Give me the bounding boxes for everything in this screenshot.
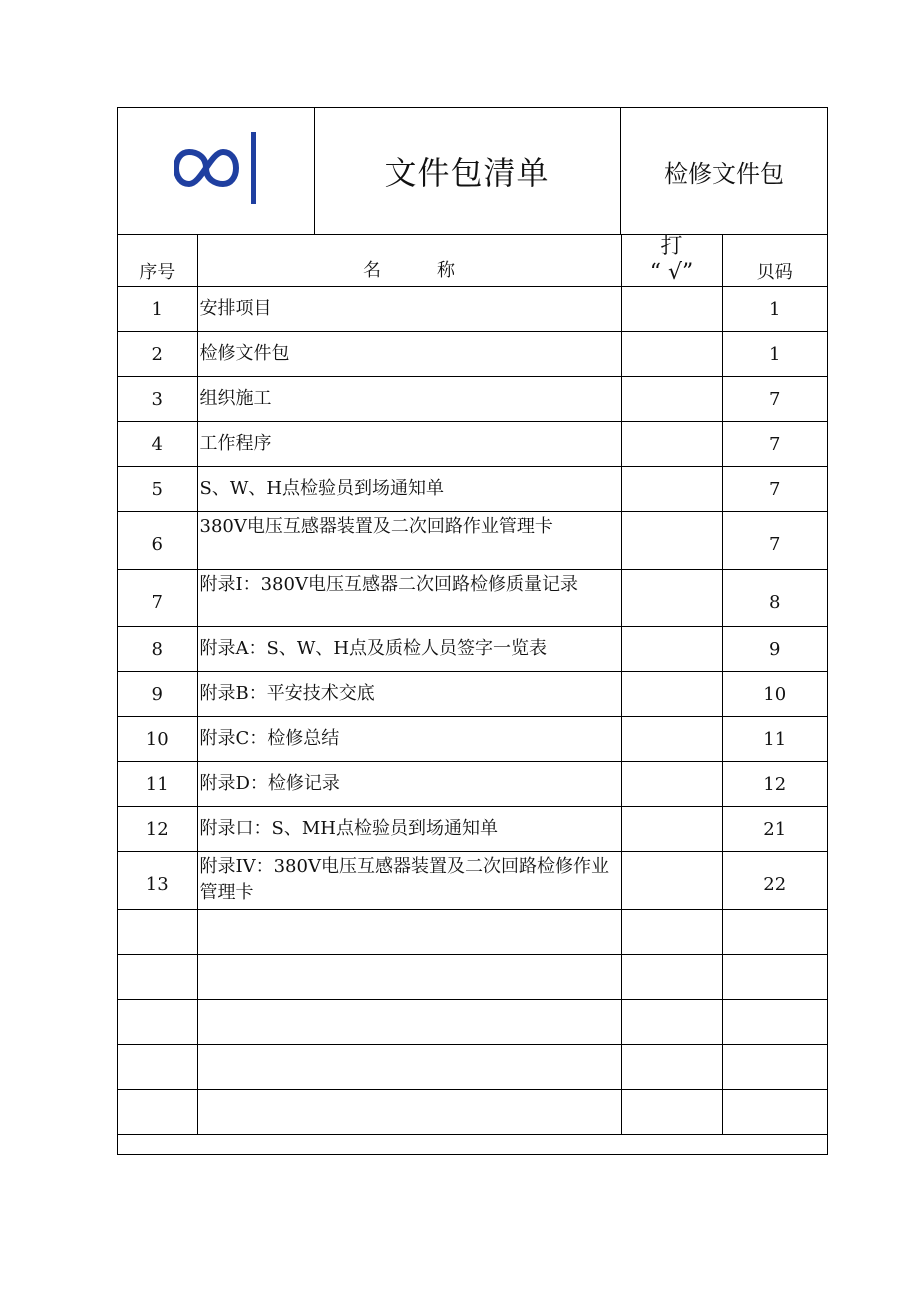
table-row (118, 422, 827, 467)
row-name: 检修文件包 (197, 332, 621, 377)
row-name: 附录B：平安技术交底 (197, 672, 621, 717)
row-name: 附录D：检修记录 (197, 762, 621, 807)
row-mark (621, 672, 722, 717)
row-name (197, 955, 621, 1000)
row-page: 7 (722, 422, 827, 467)
row-page: 8 (722, 570, 827, 627)
row-no: 1 (118, 287, 197, 332)
row-mark (621, 717, 722, 762)
header-row (118, 108, 827, 235)
table-row (118, 377, 827, 422)
header-page: 贝码 (722, 234, 827, 287)
row-no: 10 (118, 717, 197, 762)
row-no: 8 (118, 627, 197, 672)
table-row (118, 1090, 827, 1135)
row-page: 1 (722, 287, 827, 332)
row-name: 附录I：380V电压互感器二次回路检修质量记录 (197, 570, 621, 627)
header-name-part2: 称 (437, 260, 455, 281)
row-page (722, 955, 827, 1000)
row-page (722, 1045, 827, 1090)
table-row (118, 762, 827, 807)
row-name: 安排项目 (197, 287, 621, 332)
company-logo-icon (174, 130, 264, 206)
row-no: 12 (118, 807, 197, 852)
row-name (197, 1045, 621, 1090)
row-name: S、W、H点检验员到场通知单 (197, 467, 621, 512)
row-page (722, 1000, 827, 1045)
row-name: 组织施工 (197, 377, 621, 422)
row-name: 附录C：检修总结 (197, 717, 621, 762)
header-mark-line2: “ √” (649, 260, 694, 285)
table-row (118, 910, 827, 955)
row-name (197, 910, 621, 955)
table-row (118, 852, 827, 910)
row-no (118, 1090, 197, 1135)
row-name (197, 1090, 621, 1135)
row-page: 7 (722, 377, 827, 422)
row-mark (621, 762, 722, 807)
header-mark (621, 234, 722, 287)
table-row (118, 512, 827, 570)
row-mark (621, 287, 722, 332)
row-mark (621, 627, 722, 672)
row-mark (621, 1045, 722, 1090)
row-no (118, 1000, 197, 1045)
header-name-part1: 名 (363, 260, 381, 281)
table-row (118, 287, 827, 332)
row-mark (621, 807, 722, 852)
row-mark (621, 1090, 722, 1135)
row-page: 12 (722, 762, 827, 807)
row-no: 4 (118, 422, 197, 467)
row-page: 10 (722, 672, 827, 717)
row-mark (621, 852, 722, 910)
table-row (118, 955, 827, 1000)
row-mark (621, 1000, 722, 1045)
row-page: 21 (722, 807, 827, 852)
row-name (197, 1000, 621, 1045)
table-row (118, 1045, 827, 1090)
package-label: 检修文件包 (664, 159, 784, 188)
row-no: 2 (118, 332, 197, 377)
table-row (118, 1000, 827, 1045)
row-name: 附录A：S、W、H点及质检人员签字一览表 (197, 627, 621, 672)
table-row (118, 807, 827, 852)
row-page: 11 (722, 717, 827, 762)
table-row (118, 467, 827, 512)
row-mark (621, 332, 722, 377)
row-no: 11 (118, 762, 197, 807)
row-page: 7 (722, 467, 827, 512)
row-name: 附录IV：380V电压互感器装置及二次回路检修作业管理卡 (197, 852, 621, 910)
row-name: 380V电压互感器装置及二次回路作业管理卡 (197, 512, 621, 570)
row-no: 6 (118, 512, 197, 570)
header-name (197, 234, 621, 287)
row-page: 9 (722, 627, 827, 672)
row-mark (621, 910, 722, 955)
row-no: 9 (118, 672, 197, 717)
table-header-row (118, 234, 827, 287)
document-title: 文件包清单 (314, 108, 621, 234)
file-list-table (118, 234, 827, 1135)
row-page: 1 (722, 332, 827, 377)
row-page: 22 (722, 852, 827, 910)
row-mark (621, 955, 722, 1000)
table-row (118, 627, 827, 672)
row-page (722, 1090, 827, 1135)
row-no: 5 (118, 467, 197, 512)
table-row (118, 332, 827, 377)
row-no (118, 1045, 197, 1090)
row-no: 13 (118, 852, 197, 910)
row-mark (621, 377, 722, 422)
logo-cell (118, 108, 315, 234)
row-name: 附录口：S、MH点检验员到场通知单 (197, 807, 621, 852)
table-row (118, 570, 827, 627)
header-no: 序号 (118, 234, 197, 287)
row-mark (621, 467, 722, 512)
table-row (118, 672, 827, 717)
row-name: 工作程序 (197, 422, 621, 467)
row-mark (621, 512, 722, 570)
document-sheet (117, 107, 828, 1155)
row-page (722, 910, 827, 955)
row-no: 7 (118, 570, 197, 627)
row-mark (621, 570, 722, 627)
row-mark (621, 422, 722, 467)
row-no (118, 910, 197, 955)
table-row (118, 717, 827, 762)
row-page: 7 (722, 512, 827, 570)
row-no (118, 955, 197, 1000)
header-mark-line1: 打 (660, 234, 683, 259)
row-no: 3 (118, 377, 197, 422)
